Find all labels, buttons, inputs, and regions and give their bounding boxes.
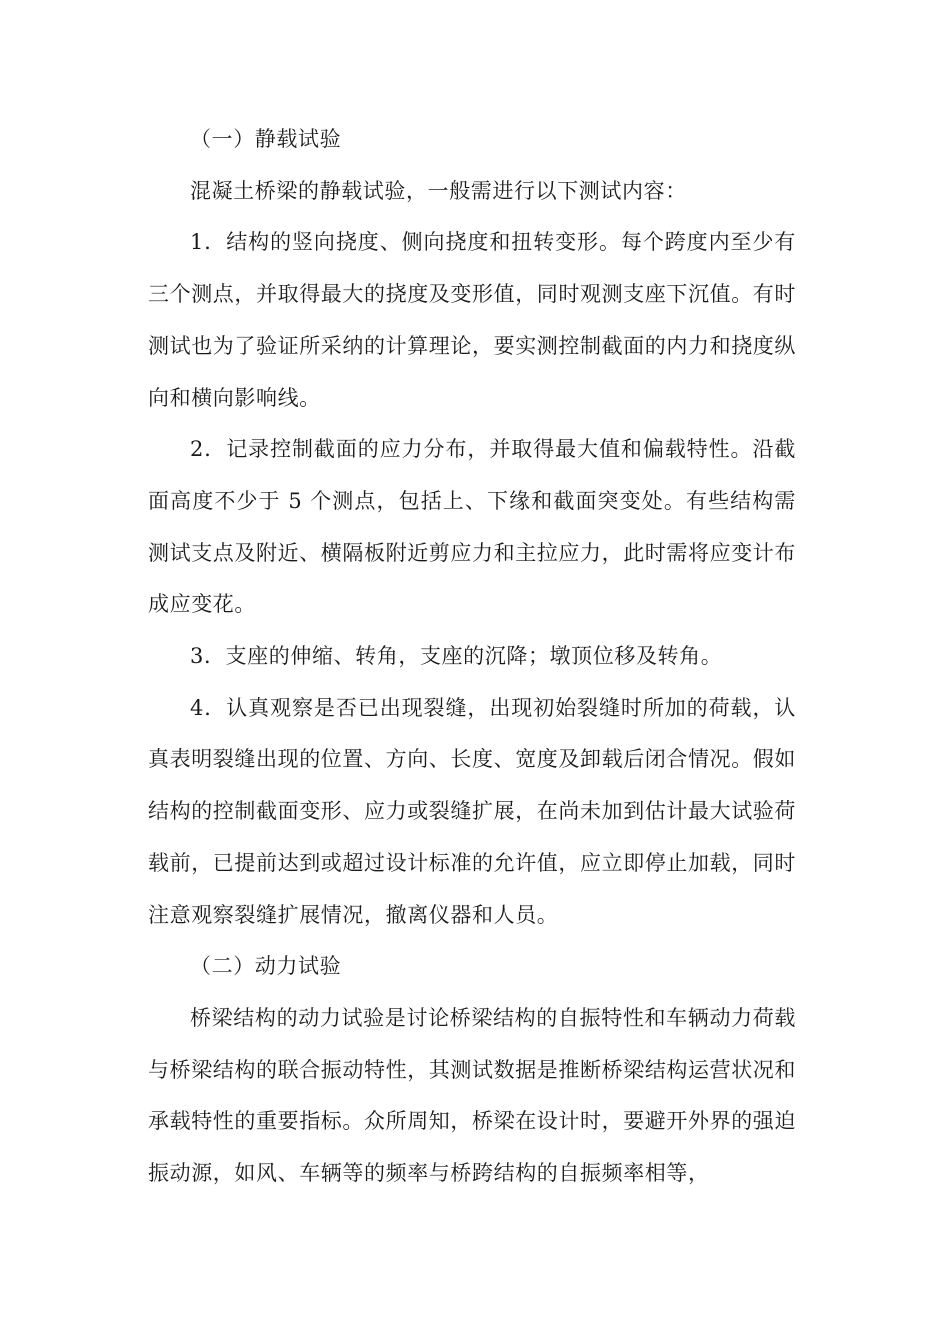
paragraph-item-4: 4．认真观察是否已出现裂缝，出现初始裂缝时所加的荷载，认真表明裂缝出现的位置、方向、长度、宽度及卸载后闭合情况。假如结构的控制截面变形、应力或裂缝扩展，在尚未加到估计最大试验荷载前，已提前达到或超过设计标准的允许值，应立即停止加载，同时注意观察裂缝扩展情况，撤离仪器和人员。 bbox=[148, 695, 796, 927]
section-heading-dynamic-test: （二）动力试验 bbox=[190, 954, 342, 979]
paragraph-dynamic-test: 桥梁结构的动力试验是讨论桥梁结构的自振特性和车辆动力荷载与桥梁结构的联合振动特性，其测试数据是推断桥梁结构运营状况和承载特性的重要指标。众所周知，桥梁在设计时，要避开外界的强迫振动源，如风、车辆等的频率与桥跨结构的自振频率相等， bbox=[148, 1005, 796, 1186]
paragraph-item-2: 2．记录控制截面的应力分布，并取得最大值和偏载特性。沿截面高度不少于 5 个测点，包括上、下缘和截面突变处。有些结构需测试支点及附近、横隔板附近剪应力和主拉应力，此时需将应变计布成应变花。 bbox=[148, 437, 796, 617]
paragraph-item-1: 1．结构的竖向挠度、侧向挠度和扭转变形。每个跨度内至少有三个测点，并取得最大的挠度及变形值，同时观测支座下沉值。有时测试也为了验证所采纳的计算理论，要实测控制截面的内力和挠度纵向和横向影响线。 bbox=[148, 230, 796, 410]
section-heading-static-load: （一）静载试验 bbox=[190, 127, 342, 151]
paragraph-item-3: 3．支座的伸缩、转角，支座的沉降；墩顶位移及转角。 bbox=[190, 644, 723, 669]
paragraph-intro: 混凝土桥梁的静载试验，一般需进行以下测试内容： bbox=[190, 178, 687, 203]
document-body bbox=[148, 114, 796, 1200]
